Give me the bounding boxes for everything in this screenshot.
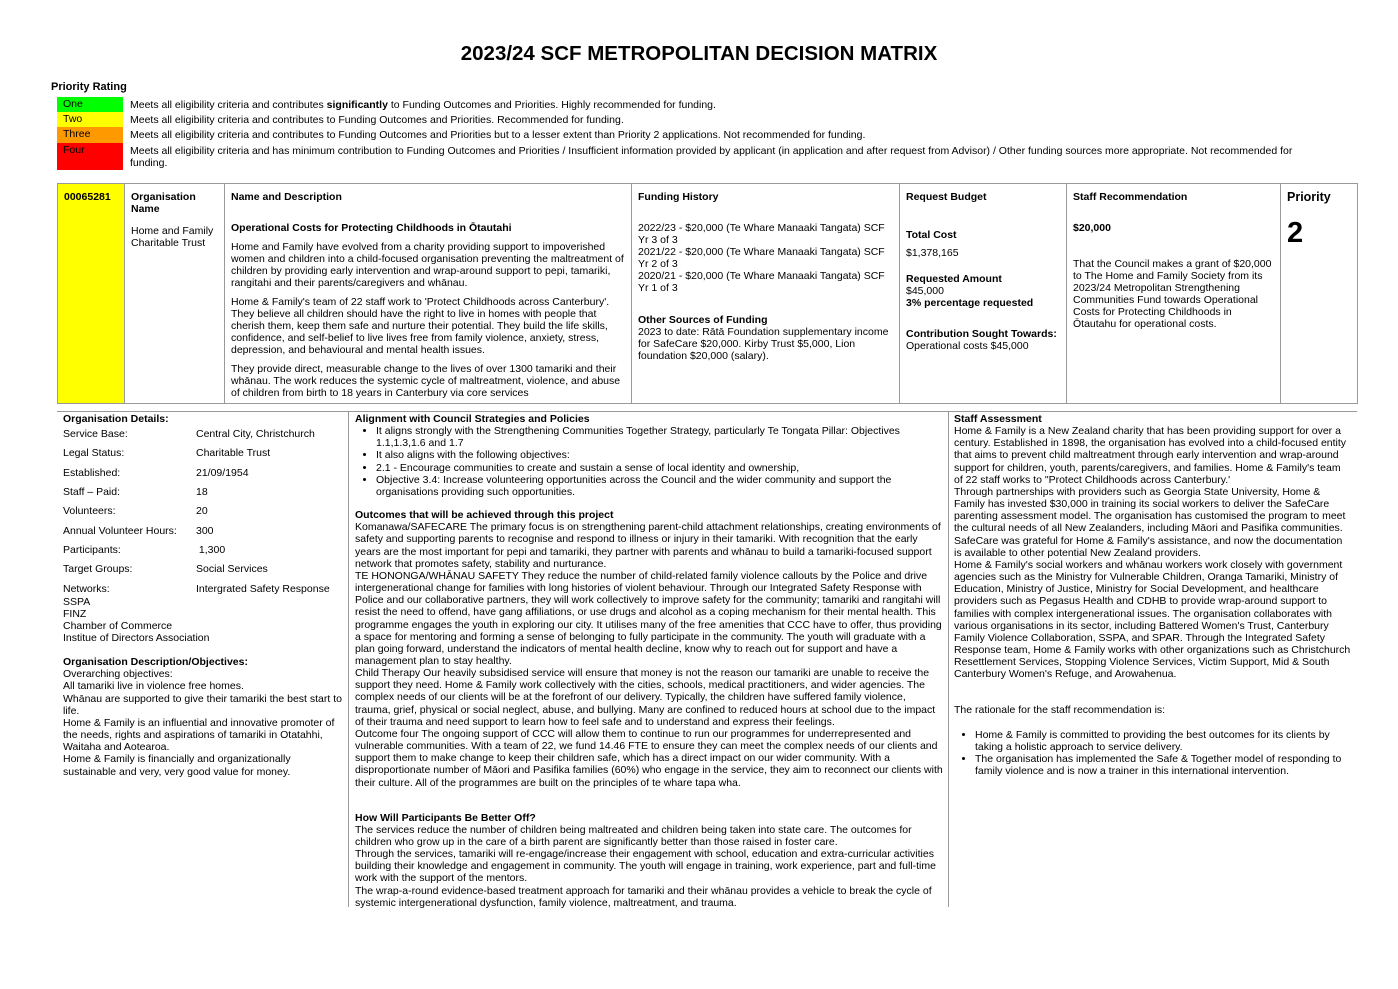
alignment-item: • It aligns strongly with the Strengthening Communities Together Strategy, particularly Te Tongata Pillar: Objectives 1.1,1.3,1.6 and 1.7 — [376, 425, 943, 449]
rationale-intro: The rationale for the staff recommendation is: — [954, 704, 1166, 717]
staff-assessment-paragraph: Home & Family is a New Zealand charity that has been providing support for over a century. Established in 1898, the organisation has evolved into a child-focused entity that aims to prevent child maltreatment through early intervention and wrap-around support for children, youth, parents/caregivers, and families. Home & Family's team of 22 staff works to "Protect Childhoods across Canterbury.' — [954, 425, 1347, 486]
detail-value: Intergrated Safety Response — [196, 582, 330, 595]
priority-swatch-four: Four — [57, 143, 123, 170]
staff-recommendation-header: Staff Recommendation — [1073, 191, 1188, 203]
org-description-line: Overarching objectives: — [63, 668, 173, 681]
request-budget-header: Request Budget — [906, 191, 987, 203]
better-off-paragraph: Through the services, tamariki will re-engage/increase their engagement with school, education and extra-curricular activities building their knowledge and engagement in community. The youth will engage in training, work experience, part and full-time work with the support of the mentors. — [355, 848, 936, 885]
funding-history-item: 2022/23 - $20,000 (Te Whare Manaaki Tangata) SCF Yr 3 of 3 — [638, 222, 885, 246]
organisation-details-heading: Organisation Details: — [63, 413, 169, 425]
staff-recommendation-cell — [1067, 184, 1281, 404]
alignment-item: • It also aligns with the following objectives: — [376, 449, 943, 461]
priority-row-three — [57, 127, 1317, 143]
staff-assessment-paragraph: Home & Family's social workers and whānau workers work closely with government agencies such as the Ministry for Vulnerable Children, Oranga Tamariki, Ministry of Education, Ministry of Justice, Ministry for Social Development, and healthcare providers such as Pegasus Health and CDHB to provide wrap-around support to families with complex intergenerational issues. The organisation collaborates with various organisations in its sector, including Battered Women's Trust, Canterbury Family Violence Collaboration, SSPA, and SPAR. Through the Integrated Safety Response team, Home & Family works with other organizations such as Christchurch Resettlement Services, Stopping Violence Services, Victim Support, Mid & South Canterbury Women's Refuge, and Arowahenua. — [954, 558, 1351, 681]
staff-recommendation-text: That the Council makes a grant of $20,000 to The Home and Family Society from its 2023/24 Metropolitan Strengthening Communities Fund towards Operational Costs for Protecting Childhoods in Ōtautahu for operational costs. — [1073, 258, 1272, 330]
name-description-header: Name and Description — [231, 191, 342, 203]
request-budget-cell — [900, 184, 1067, 404]
detail-row — [63, 563, 343, 582]
priority-desc-three: Meets all eligibility criteria and contributes to Funding Outcomes and Priorities but to a lesser extent than Priority 2 applications. Not recommended for funding. — [130, 129, 866, 141]
requested-amount-label: Requested Amount — [906, 273, 1002, 285]
column-divider — [348, 412, 349, 907]
priority-swatch-three: Three — [57, 127, 123, 143]
detail-row — [63, 505, 343, 524]
priority-rating-heading: Priority Rating — [51, 81, 127, 93]
outcomes-paragraph: Child Therapy Our heavily subsidised service will ensure that money is not the reason our tamariki are unable to receive the support they need. Home & Family work collectively with the cities, schools, medical practitioners, and wider agencies. The complex needs of our clients will be at the forefront of our delivery. Typically, the children have suffered family violence, trauma, grief, physical or social neglect, abuse, and bullying. Many are confined to reduced hours at school due to the impact of their trauma and need support to learn how to feel safe and to understand and express their feelings. — [355, 667, 936, 728]
detail-label: Staff – Paid: — [63, 486, 121, 499]
org-description-line: Home & Family is financially and organizationally sustainable and very, very good value for money. — [63, 753, 291, 778]
outcomes-heading: Outcomes that will be achieved through this project — [355, 509, 614, 522]
org-description-heading: Organisation Description/Objectives: — [63, 656, 248, 669]
detail-label: Annual Volunteer Hours: — [63, 524, 177, 537]
network-item: SSPA — [63, 595, 91, 608]
outcomes-paragraph: Komanawa/SAFECARE The primary focus is on strengthening parent-child attachment relationships, creating environments of safety and supporting parents to recognise and respond to illness or injury in their tamariki. With recognition that the early years are the most important for pepi and tamariki, they partner with parents and whānau to build a tamariki-focused support network that promotes safety, stability and nurturance. — [355, 521, 941, 570]
priority-row-four — [57, 143, 1317, 170]
staff-assessment-column — [954, 413, 1352, 777]
alignment-item: • Objective 3.4: Increase volunteering opportunities across the Council and the wider community and support the organisations providing such opportunities. — [376, 474, 943, 498]
detail-row — [63, 525, 343, 544]
network-item: Institue of Directors Association — [63, 632, 210, 644]
rationale-item: • The organisation has implemented the Safe & Together model of responding to family violence and is now a trainer in this international intervention. — [975, 753, 1352, 777]
detail-label: Networks: — [63, 582, 110, 595]
other-sources-text: 2023 to date: Rātā Foundation supplementary income for SafeCare $20,000. Kirby Trust $5,000, Lion foundation $20,000 (salary). — [638, 326, 889, 362]
organisation-cell — [125, 184, 225, 404]
detail-value: Social Services — [196, 563, 268, 576]
funding-history-item: 2021/22 - $20,000 (Te Whare Manaaki Tangata) SCF Yr 2 of 3 — [638, 246, 885, 270]
priority-value: 2 — [1287, 217, 1304, 249]
detail-label: Service Base: — [63, 428, 128, 441]
detail-row — [63, 428, 343, 447]
priority-desc-two: Meets all eligibility criteria and contributes to Funding Outcomes and Priorities. Recommended for funding. — [130, 114, 624, 126]
staff-assessment-paragraph: Through partnerships with providers such as Georgia State University, Home & Family has invested $30,000 in training its social workers to deliver the SafeCare parenting assessment model. The organisation has customised the program to meet the cultural needs of all New Zealanders, including Māori and Pasifika communities. SafeCare was grateful for Home & Family's assistance, and now the documentation is available to other potential New Zealand providers. — [954, 485, 1346, 559]
detail-row — [63, 447, 343, 466]
description-paragraph: They provide direct, measurable change to the lives of over 1300 tamariki and their whānau. The work reduces the systemic cycle of maltreatment, violence, and abuse of children from birth to 18 years in Canterbury via core services — [231, 363, 621, 399]
project-title: Operational Costs for Protecting Childhoods in Ōtautahi — [231, 222, 512, 234]
detail-value: 1,300 — [196, 543, 226, 556]
priority-header: Priority — [1287, 190, 1331, 204]
column-divider — [948, 412, 949, 907]
priority-desc-one: Meets all eligibility criteria and contributes significantly to Funding Outcomes and Priorities. Highly recommended for funding. — [130, 99, 716, 111]
page-title: 2023/24 SCF METROPOLITAN DECISION MATRIX — [460, 42, 938, 65]
org-description-line: All tamariki live in violence free homes. — [63, 680, 244, 693]
other-sources-header: Other Sources of Funding — [638, 314, 768, 326]
contribution-value: Operational costs $45,000 — [906, 340, 1029, 352]
detail-row — [63, 486, 343, 505]
detail-value: Central City, Christchurch — [196, 428, 315, 441]
detail-value: 300 — [196, 524, 214, 537]
network-item: Chamber of Commerce — [63, 619, 173, 632]
description-paragraph: Home and Family have evolved from a charity providing support to impoverished women and children into a child-focused organisation preventing the maltreatment of children by providing early intervention and wrap-around support to pepi, tamariki, rangitahi and their parents/caregivers and whānau. — [231, 241, 624, 289]
priority-desc-four: Meets all eligibility criteria and has minimum contribution to Funding Outcomes and Priorities / Insufficient information provided by applicant (in application and after request from Advisor) / Other funding sources more appropriate. Not recommended for funding. — [130, 145, 1293, 169]
org-description-line: Home & Family is an influential and innovative promoter of the needs, rights and aspirations of tamariki in Otatahhi, Waitaha and Aotearoa. — [63, 716, 335, 754]
outcomes-paragraph: Outcome four The ongoing support of CCC will allow them to continue to run our programmes for underrepresented and vulnerable communities. With a team of 22, we fund 14.46 FTE to ensure they can meet the complex needs of our clients and support them to make change to keep their children safe, which has a direct impact on our wider community. With a disproportionate number of Māori and Pasifika families (60%) who engage in the service, they aim to reconnect our clients with their culture. All of the programmes are built on the principles of te whare tapa wha. — [355, 727, 943, 789]
total-cost-value: $1,378,165 — [906, 247, 959, 259]
requested-amount-value: $45,000 — [906, 285, 944, 297]
detail-row — [63, 583, 343, 596]
requested-percentage: 3% percentage requested — [906, 297, 1034, 309]
network-item: FINZ — [63, 607, 87, 620]
detail-value: 21/09/1954 — [196, 466, 249, 479]
priority-cell — [1281, 184, 1358, 404]
funding-history-item: 2020/21 - $20,000 (Te Whare Manaaki Tangata) SCF Yr 1 of 3 — [638, 270, 885, 294]
detail-label: Participants: — [63, 543, 121, 556]
application-id-cell: 00065281 — [58, 184, 125, 404]
detail-row — [63, 467, 343, 486]
better-off-paragraph: The wrap-a-round evidence-based treatment approach for tamariki and their whānau provides a vehicle to break the cycle of systemic intergenerational dysfunction, family violence, maltreatment, and trauma. — [355, 884, 932, 909]
detail-label: Volunteers: — [63, 505, 116, 518]
staff-recommendation-amount: $20,000 — [1073, 222, 1111, 234]
better-off-paragraph: The services reduce the number of children being maltreated and children being taken into state care. The outcomes for children who grow up in the care of a birth parent are significantly better than those raised in foster care. — [355, 823, 912, 848]
detail-label: Target Groups: — [63, 563, 133, 576]
description-paragraph: Home & Family's team of 22 staff work to 'Protect Childhoods across Canterbury'. They believe all children should have the right to live in homes with people that cherish them, keep them safe and nurture their potential. They build the life skills, confidence, and self-belief to live lives free from family violence, anxiety, stress, depression, and behavioural and mental health issues. — [231, 296, 610, 356]
alignment-item: • 2.1 - Encourage communities to create and sustain a sense of local identity and ownership, — [376, 462, 943, 474]
alignment-list — [355, 425, 943, 498]
priority-row-one — [57, 97, 1317, 112]
priority-row-two — [57, 112, 1317, 127]
detail-label: Legal Status: — [63, 447, 125, 460]
priority-swatch-one: One — [57, 97, 123, 112]
total-cost-label: Total Cost — [906, 229, 957, 241]
funding-history-cell — [632, 184, 900, 404]
alignment-outcomes-column — [355, 413, 943, 909]
better-off-heading: How Will Participants Be Better Off? — [355, 811, 536, 824]
priority-swatch-two: Two — [57, 112, 123, 127]
outcomes-paragraph: TE HONONGA/WHĀNAU SAFETY They reduce the number of child-related family violence callouts by the Police and drive intergenerational change for families with long histories of violent behaviour. Through our Integrated Safety Response with Police and our collaborative partners, they will work collectively to improve safety for the community; tamariki and rangitahi will resist the need to offend, have gang affiliations, or use drugs and alcohol as a coping mechanism for their mental health. This programme engages the youth in exploring our city. It utilises many of the free amenities that CCC have to offer, thus providing a space for mentoring and forming a sense of belonging to fully participate in the community. The youth will graduate with a plan going forward, understand the indicators of mental health decline, know why to reach out for support and have a management plan to stay healthy. — [355, 569, 942, 667]
name-description-cell — [225, 184, 632, 404]
contribution-label: Contribution Sought Towards: — [906, 328, 1057, 340]
staff-assessment-heading: Staff Assessment — [954, 413, 1042, 425]
organisation-header: Organisation Name — [131, 191, 196, 215]
org-description-line: Whānau are supported to give their tamariki the best start to life. — [63, 692, 342, 717]
rationale-item: • Home & Family is committed to providing the best outcomes for its clients by taking a holistic approach to service delivery. — [975, 729, 1352, 753]
decision-matrix-table — [57, 183, 1358, 404]
lower-section-rule — [57, 411, 1357, 412]
detail-value: 18 — [196, 486, 208, 499]
detail-row — [63, 544, 343, 563]
detail-label: Established: — [63, 466, 121, 479]
detail-value: 20 — [196, 505, 208, 518]
rationale-list — [954, 729, 1352, 778]
funding-history-header: Funding History — [638, 191, 719, 203]
organisation-details — [63, 413, 343, 778]
alignment-heading: Alignment with Council Strategies and Policies — [355, 413, 590, 425]
detail-value: Charitable Trust — [196, 447, 271, 460]
organisation-name: Home and Family Charitable Trust — [131, 225, 214, 249]
